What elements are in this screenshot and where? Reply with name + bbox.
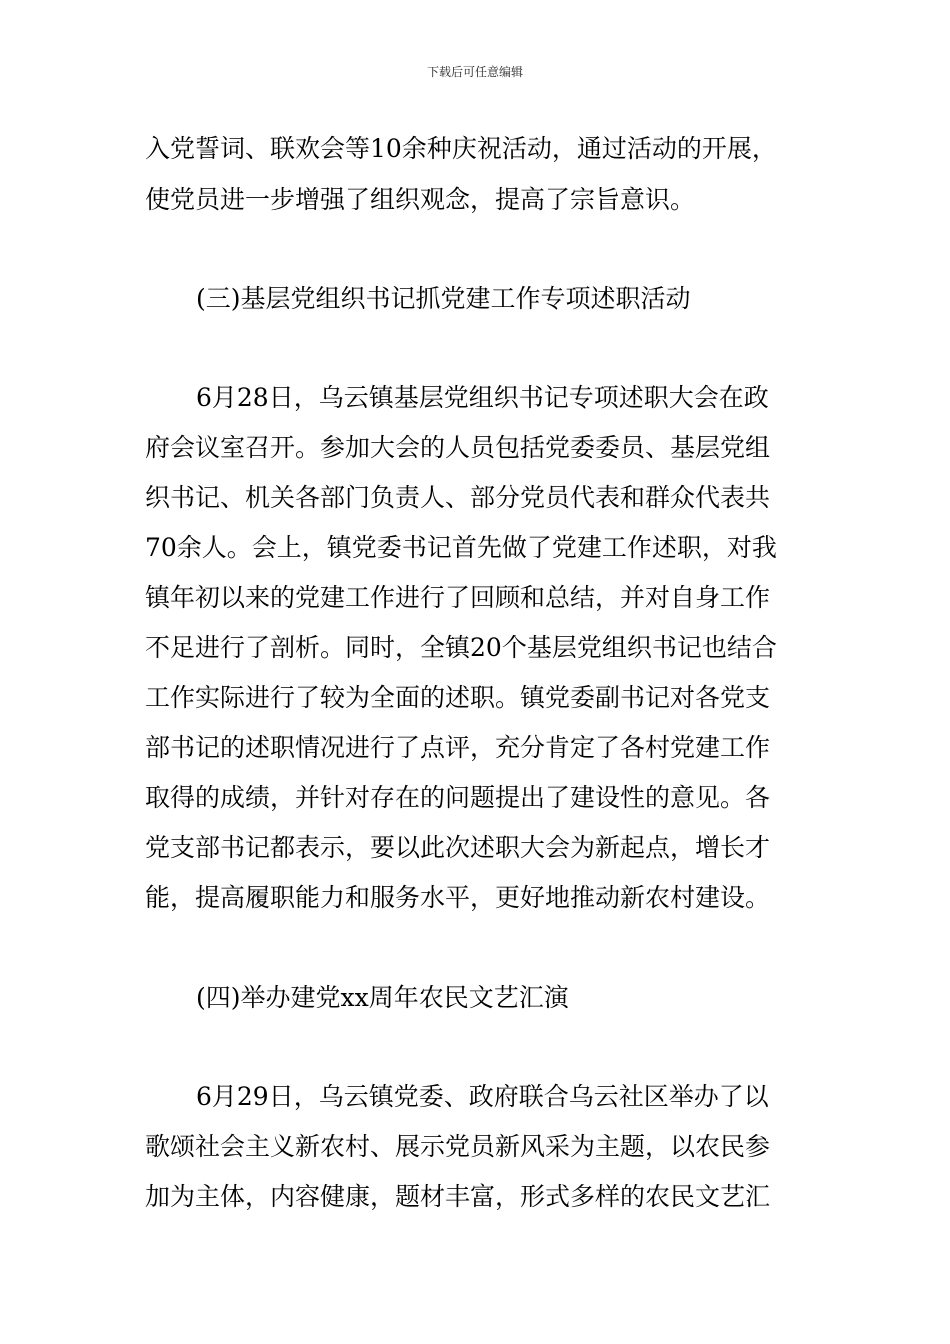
paragraph-line: 镇年初以来的党建工作进行了回顾和总结，并对自身工作 bbox=[145, 583, 771, 612]
paragraph-line: 党支部书记都表示，要以此次述职大会为新起点，增长才 bbox=[145, 833, 771, 862]
page-header: 下载后可任意编辑 bbox=[426, 65, 523, 79]
paragraph-line: 加为主体，内容健康，题材丰富，形式多样的农民文艺汇 bbox=[145, 1182, 771, 1211]
paragraph-line: 6月28日，乌云镇基层党组织书记专项述职大会在政 bbox=[196, 383, 769, 412]
paragraph-line: 入党誓词、联欢会等10余种庆祝活动，通过活动的开展， bbox=[145, 134, 777, 163]
paragraph-line: 不足进行了剖析。同时，全镇20个基层党组织书记也结合 bbox=[145, 633, 777, 662]
paragraph-line: 织书记、机关各部门负责人、部分党员代表和群众代表共 bbox=[145, 483, 771, 512]
paragraph-line: 工作实际进行了较为全面的述职。镇党委副书记对各党支 bbox=[145, 683, 771, 712]
section-heading: (三)基层党组织书记抓党建工作专项述职活动 bbox=[196, 284, 691, 313]
paragraph-line: 70余人。会上，镇党委书记首先做了党建工作述职，对我 bbox=[145, 533, 777, 562]
paragraph-line: 歌颂社会主义新农村、展示党员新风采为主题，以农民参 bbox=[145, 1132, 771, 1161]
paragraph-line: 府会议室召开。参加大会的人员包括党委委员、基层党组 bbox=[145, 433, 771, 462]
paragraph-line: 使党员进一步增强了组织观念，提高了宗旨意识。 bbox=[145, 185, 696, 214]
section-heading: (四)举办建党xx周年农民文艺汇演 bbox=[196, 983, 569, 1012]
paragraph-line: 能，提高履职能力和服务水平，更好地推动新农村建设。 bbox=[145, 883, 771, 912]
paragraph-line: 6月29日，乌云镇党委、政府联合乌云社区举办了以 bbox=[196, 1082, 769, 1111]
paragraph-line: 部书记的述职情况进行了点评，充分肯定了各村党建工作 bbox=[145, 733, 771, 762]
paragraph-line: 取得的成绩，并针对存在的问题提出了建设性的意见。各 bbox=[145, 783, 771, 812]
